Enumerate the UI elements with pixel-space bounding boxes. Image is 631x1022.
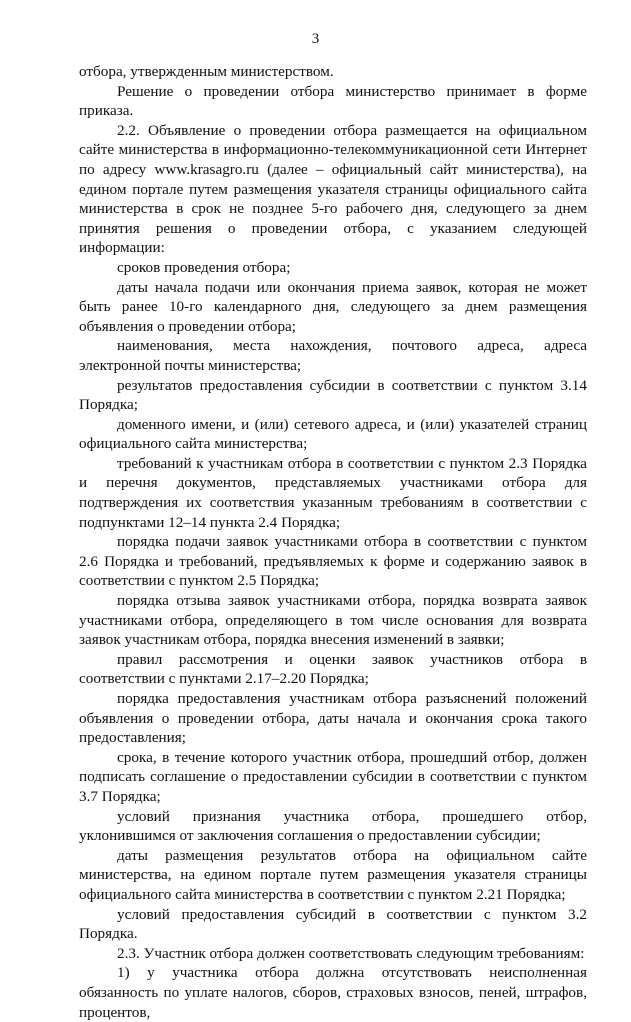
paragraph: результатов предоставления субсидии в соответствии с пунктом 3.14 Порядка; xyxy=(79,376,587,414)
paragraph: 1) у участника отбора должна отсутствовать неисполненная обязанность по уплате налогов, сборов, страховых взносов, пеней, штрафов, процентов, xyxy=(79,964,587,1021)
page-number: 3 xyxy=(311,31,320,47)
paragraph: условий признания участника отбора, прошедшего отбор, уклонившимся от заключения соглашения о предоставлении субсидии; xyxy=(79,807,587,845)
paragraph: 2.3. Участник отбора должен соответствовать следующим требованиям: xyxy=(117,944,585,962)
paragraph: отбора, утвержденным министерством. xyxy=(79,63,334,80)
paragraph: сроков проведения отбора; xyxy=(117,258,291,276)
paragraph: условий предоставления субсидий в соответствии с пунктом 3.2 Порядка. xyxy=(79,905,587,943)
paragraph: правил рассмотрения и оценки заявок участников отбора в соответствии с пунктами 2.17–2.20 Порядка; xyxy=(79,650,587,688)
paragraph: даты начала подачи или окончания приема заявок, которая не может быть ранее 10-го календарного дня, следующего за днем размещения объявления о проведении отбора; xyxy=(79,278,587,335)
paragraph: порядка предоставления участникам отбора разъяснений положений объявления о проведении отбора, даты начала и окончания срока такого предоставления; xyxy=(79,690,587,747)
paragraph: порядка подачи заявок участниками отбора в соответствии с пунктом 2.6 Порядка и требований, предъявляемых к форме и содержанию заявок в соответствии с пунктом 2.5 Порядка; xyxy=(79,533,587,590)
paragraph: Решение о проведении отбора министерство принимает в форме приказа. xyxy=(79,82,587,120)
paragraph: требований к участникам отбора в соответствии с пунктом 2.3 Порядка и перечня документов, представляемых участниками отбора для подтверждения их соответствия указанным требованиям в соответствии с подпунктами 12–14 пункта 2.4 Порядка; xyxy=(79,454,587,531)
paragraph: доменного имени, и (или) сетевого адреса, и (или) указателей страниц официального сайта министерства; xyxy=(79,415,587,453)
document-body xyxy=(79,62,587,1022)
paragraph: срока, в течение которого участник отбора, прошедший отбор, должен подписать соглашение о предоставлении субсидии в соответствии с пунктом 3.7 Порядка; xyxy=(79,748,587,805)
paragraph: даты размещения результатов отбора на официальном сайте министерства, на едином портале путем размещения указателя страницы официального сайта министерства в соответствии с пунктом 2.21 Порядка; xyxy=(79,846,587,903)
paragraph: 2.2. Объявление о проведении отбора размещается на официальном сайте министерства в информационно-телекоммуникационной сети Интернет по адресу www.krasagro.ru (далее – официальный сайт министерства), на едином портале путем размещения указателя страницы официального сайта министерства в срок не позднее 5-го рабочего дня, следующего за днем принятия решения о проведении отбора, с указанием следующей информации: xyxy=(79,121,587,257)
paragraph: наименования, места нахождения, почтового адреса, адреса электронной почты министерства; xyxy=(79,337,587,374)
paragraph: порядка отзыва заявок участниками отбора, порядка возврата заявок участниками отбора, определяющего в том числе основания для возврата заявок участникам отбора, порядка внесения изменений в заявки; xyxy=(79,592,587,649)
